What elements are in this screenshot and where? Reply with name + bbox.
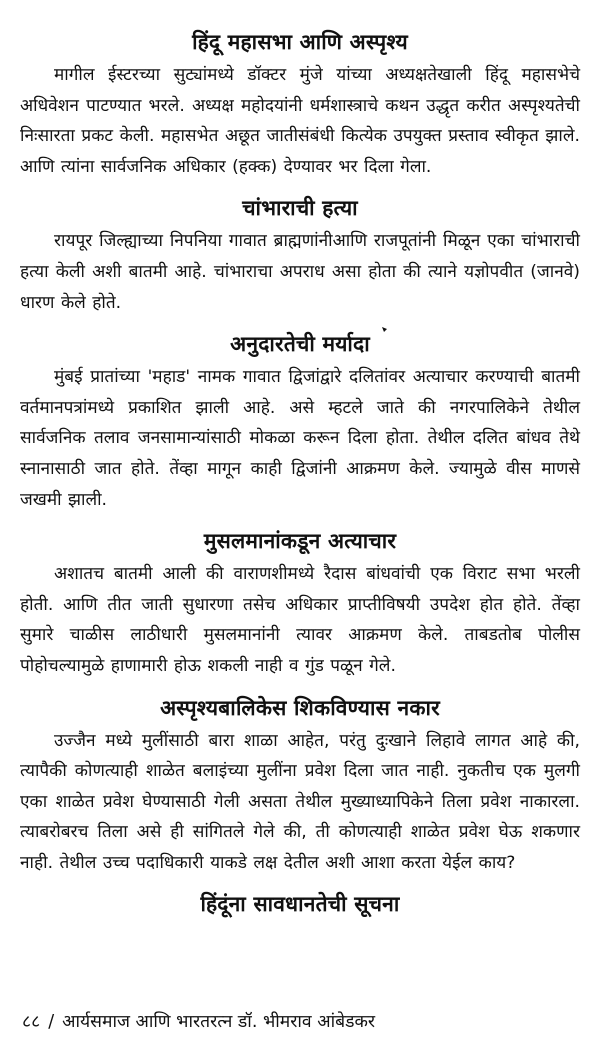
section-title-savdhanta-suchana: हिंदूंना सावधानतेची सूचना [200, 892, 400, 917]
page-footer [22, 1008, 375, 1036]
section-title-shikshan-nakar: अस्पृश्यबालिकेस शिकविण्यास नकार [160, 695, 440, 720]
page-number: ८८ [22, 1012, 41, 1032]
section-title-musalman-atyachar: मुसलमानांकडून अत्याचार [203, 529, 397, 554]
footer-separator: / [48, 1012, 55, 1032]
book-title: आर्यसमाज आणि भारतरत्न डॉ. भीमराव आंबेडकर [62, 1012, 376, 1032]
paragraph-hindu-mahasabha: मागील ईस्टरच्या सुट्यांमध्ये डॉक्टर मुंजे यांच्या अध्यक्षतेखाली हिंदू महासभेचे अधिवेशन पाटण्यात भरले. अध्यक्ष महोदयांनी धर्मशास्त्राचे कथन उद्धृत करीत अस्पृश्यतेची निःसारता प्रकट केली. महासभेत अछूत जातीसंबंधी कित्येक उपयुक्त प्रस्ताव स्वीकृत झाले. आणि त्यांना सार्वजनिक अधिकार (हक्क) देण्यावर भर दिला गेला. [20, 65, 580, 177]
paragraph-anudarta: मुंबई प्रातांच्या 'महाड' नामक गावात द्विजांद्वारे दलितांवर अत्याचार करण्याची बातमी वर्तमानपत्रांमध्ये प्रकाशित झाली आहे. असे म्हटले जाते की नगरपालिकेने तेथील सार्वजनिक तलाव जनसामान्यांसाठी मोकळा करून दिला होता. तेथील दलित बांधव तेथे स्नानासाठी जात होते. तेंव्हा मागून काही द्विजांनी आक्रमण केले. ज्यामुळे वीस माणसे जखमी झाली. [20, 367, 580, 510]
section-title-hindu-mahasabha: हिंदू महासभा आणि अस्पृश्य [192, 30, 408, 54]
paragraph-shikshan-nakar: उज्जैन मध्ये मुलींसाठी बारा शाळा आहेत, परंतु दुःखाने लिहावे लागत आहे की, त्यापैकी कोणत्याही शाळेत बलाइंच्या मुलींना प्रवेश दिला जात नाही. नुकतीच एक मुलगी एका शाळेत प्रवेश घेण्यासाठी गेली असता तेथील मुख्याध्यापिकेने तिला प्रवेश नाकारला. त्याबरोबरच तिला असे ही सांगितले गेले की, ती कोणत्याही शाळेत प्रवेश घेऊ शकणार नाही. तेथील उच्च पदाधिकारी याकडे लक्ष देतील अशी आशा करता येईल काय? [20, 730, 580, 873]
section-title-chambhar-hatya: चांभाराची हत्या [242, 196, 358, 221]
section-title-anudarta: अनुदारतेची मर्यादा [230, 332, 370, 357]
ink-mark-icon [381, 326, 389, 334]
paragraph-chambhar-hatya: रायपूर जिल्ह्याच्या निपनिया गावात ब्राह्मणांनीआणि राजपूतांनी मिळून एका चांभाराची हत्या केली अशी बातमी आहे. चांभाराचा अपराध असा होता की त्याने यज्ञोपवीत (जानवे) धारण केले होते. [20, 231, 580, 313]
paragraph-musalman-atyachar: अशातच बातमी आली की वाराणशीमध्ये रैदास बांधवांची एक विराट सभा भरली होती. आणि तीत जाती सुधारणा तसेच अधिकार प्राप्तीविषयी उपदेश होत होते. तेंव्हा सुमारे चाळीस लाठीधारी मुसलमानांनी त्यावर आक्रमण केले. ताबडतोब पोलीस पोहोचल्यामुळे हाणामारी होऊ शकली नाही व गुंड पळून गेले. [20, 564, 580, 676]
